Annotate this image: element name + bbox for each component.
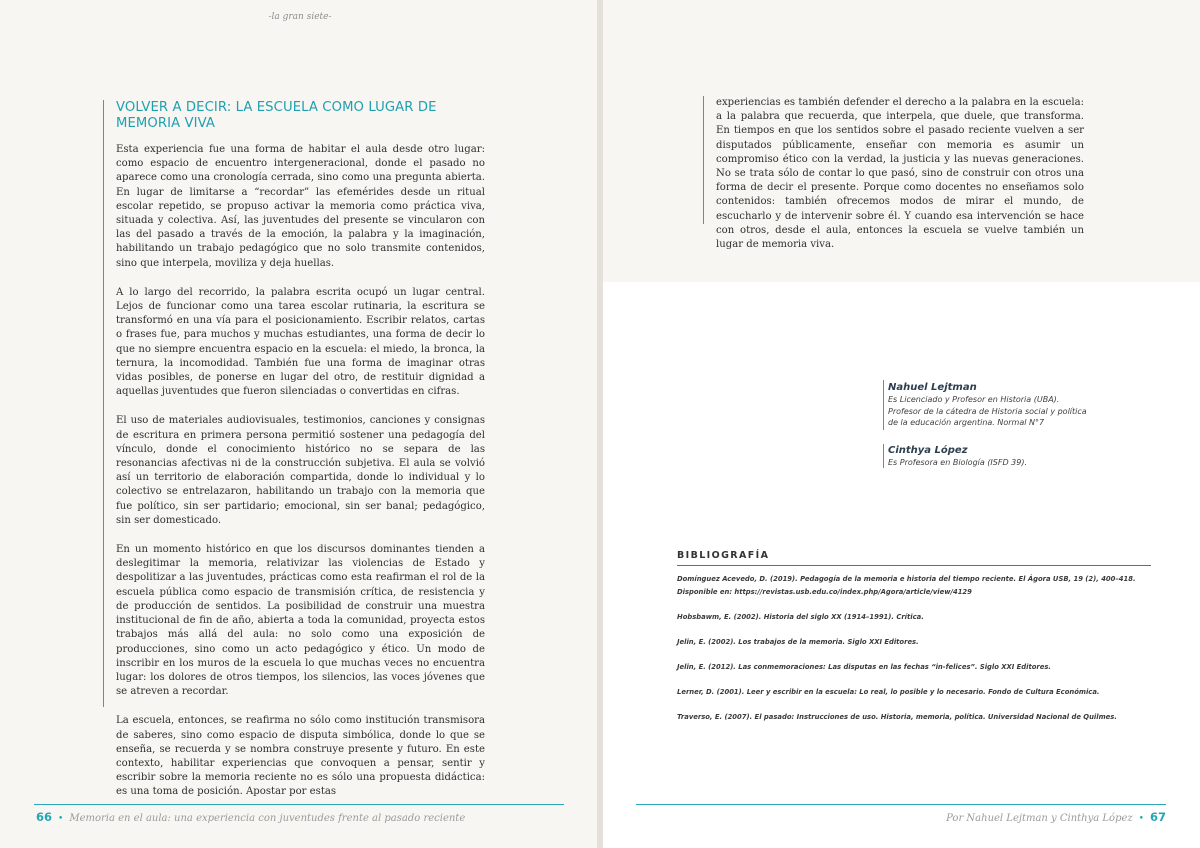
left-page xyxy=(0,0,597,848)
bibliography-entry: Jelin, E. (2012). Las conmemoraciones: Las disputas en las fechas “in-felices”. Siglo XXI Editores. xyxy=(677,663,1051,671)
bibliography-list xyxy=(677,573,1157,736)
author-bio: Es Licenciado y Profesor en Historia (UBA). Profesor de la cátedra de Historia social y política de la educación argentina. Normal N°7 xyxy=(888,395,1087,427)
left-footer xyxy=(36,810,465,824)
author-accent-bar xyxy=(883,380,884,430)
paragraph: Esta experiencia fue una forma de habitar el aula desde otro lugar: como espacio de encuentro intergeneracional, donde el pasado no aparece como una cronología cerrada, sino como una pregunta abierta. En lugar de limitarse a “recordar” las efemérides desde un ritual escolar repetido, se propuso activar la memoria como práctica viva, situada y colectiva. Así, las juventudes del presente se vincularon con las del pasado a través de la emoción, la palabra y la imaginación, habilitando un trabajo pedagógico que no solo transmite contenidos, sino que interpela, moviliza y deja huellas. xyxy=(116,144,485,269)
author-block xyxy=(888,444,1027,469)
footer-bullet: • xyxy=(1138,814,1144,824)
author-name: Cinthya López xyxy=(888,445,968,456)
author-bio: Es Profesora en Biología (ISFD 39). xyxy=(888,458,1028,467)
left-footer-rule xyxy=(34,804,564,805)
bibliography-entry: Lerner, D. (2001). Leer y escribir en la escuela: Lo real, lo posible y lo necesario. Fondo de Cultura Económica. xyxy=(677,688,1100,696)
page-number-right: 67 xyxy=(1149,810,1166,824)
bibliography-rule xyxy=(677,565,1151,566)
right-footer-rule xyxy=(636,804,1166,805)
left-accent-bar xyxy=(103,100,104,707)
right-footer xyxy=(946,810,1166,824)
bibliography-title: BIBLIOGRAFÍA xyxy=(677,550,770,561)
left-body-text xyxy=(116,143,485,815)
bibliography-entry: Traverso, E. (2007). El pasado: Instrucciones de uso. Historia, memoria, política. Universidad Nacional de Quilmes. xyxy=(677,713,1117,721)
running-head: -la gran siete- xyxy=(268,12,332,22)
section-title: VOLVER A DECIR: LA ESCUELA COMO LUGAR DE MEMORIA VIVA xyxy=(116,100,437,131)
bibliography-entry: Hobsbawm, E. (2002). Historia del siglo XX (1914–1991). Crítica. xyxy=(677,613,924,621)
page-number-left: 66 xyxy=(36,810,53,824)
footer-authors: Por Nahuel Lejtman y Cinthya López xyxy=(946,813,1133,824)
right-body-text: experiencias es también defender el derecho a la palabra en la escuela: a la palabra que recuerda, que interpela, que duele, que transforma. En tiempos en que los sentidos sobre el pasado reciente vuelven a ser disputados públicamente, enseñar con memoria es asumir un compromiso ético con la verdad, la justicia y las nuevas generaciones. No se trata sólo de contar lo que pasó, sino de construir con otros una forma de decir el presente. Porque como docentes no enseñamos solo contenidos: también ofrecemos modos de mirar el mundo, de escucharlo y de intervenir sobre él. Y cuando esa intervención se hace con otros, desde el aula, entonces la escuela se vuelve también un lugar de memoria viva. xyxy=(716,97,1084,251)
paragraph: En un momento histórico en que los discursos dominantes tienden a deslegitimar la memoria, relativizar las violencias de Estado y despolitizar a las juventudes, prácticas como esta reafirman el rol de la escuela pública como espacio de transmisión crítica, de resistencia y de producción de sentidos. La posibilidad de construir una muestra institucional de fin de año, abierta a toda la comunidad, proyecta estos trabajos más allá del aula: no solo como una exposición de producciones, sino como un acto pedagógico y ético. Un modo de inscribir en los muros de la escuela lo que muchas veces no encuentra lugar: los dolores de otros tiempos, los silencios, las voces jóvenes que se atreven a recordar. xyxy=(116,544,485,698)
right-accent-bar xyxy=(703,96,704,224)
bibliography-entry: Domínguez Acevedo, D. (2019). Pedagogía de la memoria e historia del tiempo reciente. El Ágora USB, 19 (2), 400–418. Disponible en: https://revistas.usb.edu.co/index.php/Agora/article/view/4129 xyxy=(677,575,1136,596)
footer-article-title: Memoria en el aula: una experiencia con juventudes frente al pasado reciente xyxy=(69,813,466,824)
paragraph: A lo largo del recorrido, la palabra escrita ocupó un lugar central. Lejos de funcionar como una tarea escolar rutinaria, la escritura se transformó en una vía para el posicionamiento. Escribir relatos, cartas o frases fue, para muchos y muchas estudiantes, una forma de decir lo que no siempre encuentra espacio en la escuela: el miedo, la bronca, la ternura, la incomodidad. También fue una forma de imaginar otras vidas posibles, de ponerse en lugar del otro, de restituir dignidad a aquellas juventudes que fueron silenciadas o convertidas en cifras. xyxy=(116,286,485,398)
author-name: Nahuel Lejtman xyxy=(888,382,977,393)
author-accent-bar xyxy=(883,444,884,468)
paragraph: El uso de materiales audiovisuales, testimonios, canciones y consignas de escritura en primera persona permitió sostener una pedagogía del vínculo, donde el conocimiento histórico no se separa de las resonancias afectivas ni de la construcción subjetiva. El aula se volvió así un territorio de elaboración compartida, donde lo individual y lo colectivo se entrelazaron, habilitando un trabajo con la memoria que fue político, sin ser partidario; emocional, sin ser banal; pedagógico, sin ser domesticado. xyxy=(116,415,485,526)
paragraph: La escuela, entonces, se reafirma no sólo como institución transmisora de saberes, sino como espacio de disputa simbólica, donde lo que se enseña, se recuerda y se nombra construye presente y futuro. En este contexto, habilitar experiencias que convoquen a pensar, sentir y escribir sobre la memoria reciente no es sólo una propuesta didáctica: es una toma de posición. Apostar por estas xyxy=(116,715,485,798)
bibliography-entry: Jelin, E. (2002). Los trabajos de la memoria. Siglo XXI Editores. xyxy=(677,638,919,646)
footer-bullet: • xyxy=(58,814,64,824)
author-block xyxy=(888,381,1087,429)
